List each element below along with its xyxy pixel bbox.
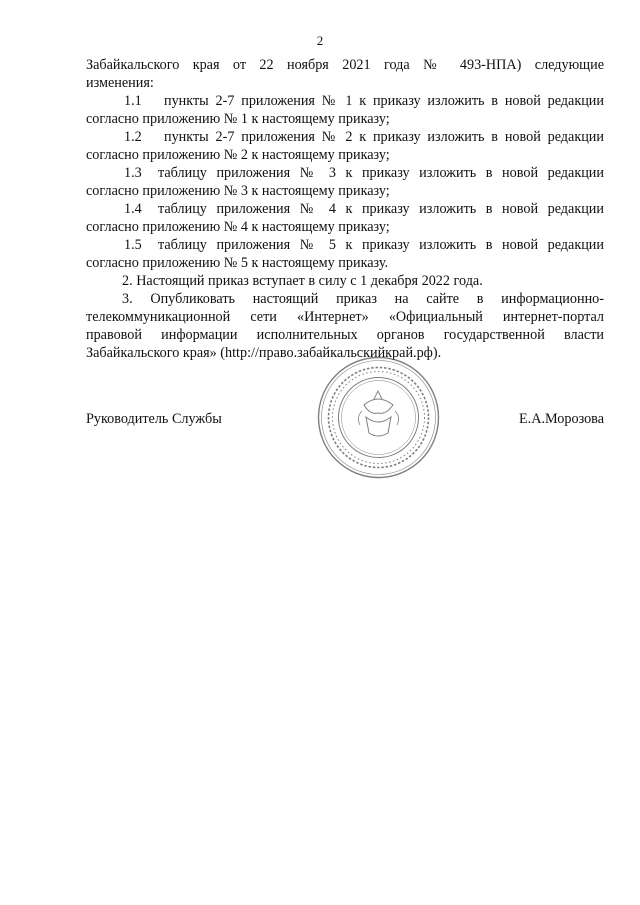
item-text-line2: согласно приложению № 3 к настоящему приказу; (86, 183, 390, 199)
intro-line-2: изменения: (86, 75, 154, 91)
item-number: 1.1 (124, 93, 142, 109)
item-text-line2: согласно приложению № 2 к настоящему приказу; (86, 147, 390, 163)
clause-3-line-4: Забайкальского края» (http://право.забайкальскийкрай.рф). (86, 345, 442, 361)
list-item (124, 164, 604, 182)
item-number: 1.4 (124, 201, 142, 217)
item-text-line1: пункты 2-7 приложения № 1 к приказу изложить в новой редакции (164, 93, 604, 109)
item-number: 1.3 (124, 165, 142, 181)
intro-line-1: Забайкальского края от 22 ноября 2021 года № 493-НПА) следующие (86, 57, 604, 73)
signatory-position: Руководитель Службы (86, 411, 222, 427)
list-item (124, 128, 604, 146)
item-text-line2: согласно приложению № 1 к настоящему приказу; (86, 111, 390, 127)
official-seal-icon (316, 355, 441, 480)
item-number: 1.5 (124, 237, 142, 253)
item-text-line1: таблицу приложения № 5 к приказу изложить в новой редакции (158, 237, 604, 253)
item-text-line1: пункты 2-7 приложения № 2 к приказу изложить в новой редакции (164, 129, 604, 145)
clause-3-line-3: правовой информации исполнительных органов государственной власти (86, 327, 604, 343)
list-item (124, 92, 604, 110)
item-number: 1.2 (124, 129, 142, 145)
list-item (124, 236, 604, 254)
clause-2: 2. Настоящий приказ вступает в силу с 1 декабря 2022 года. (122, 273, 483, 289)
item-text-line2: согласно приложению № 4 к настоящему приказу; (86, 219, 390, 235)
page-number: 2 (316, 33, 324, 48)
clause-3-line-2: телекоммуникационной сети «Интернет» «Официальный интернет-портал (86, 309, 604, 325)
list-item (124, 200, 604, 218)
item-text-line1: таблицу приложения № 4 к приказу изложить в новой редакции (158, 201, 604, 217)
item-text-line1: таблицу приложения № 3 к приказу изложить в новой редакции (158, 165, 604, 181)
clause-3-line-1: 3. Опубликовать настоящий приказ на сайте в информационно- (122, 291, 604, 307)
signatory-name: Е.А.Морозова (519, 411, 604, 427)
item-text-line2: согласно приложению № 5 к настоящему приказу. (86, 255, 389, 271)
